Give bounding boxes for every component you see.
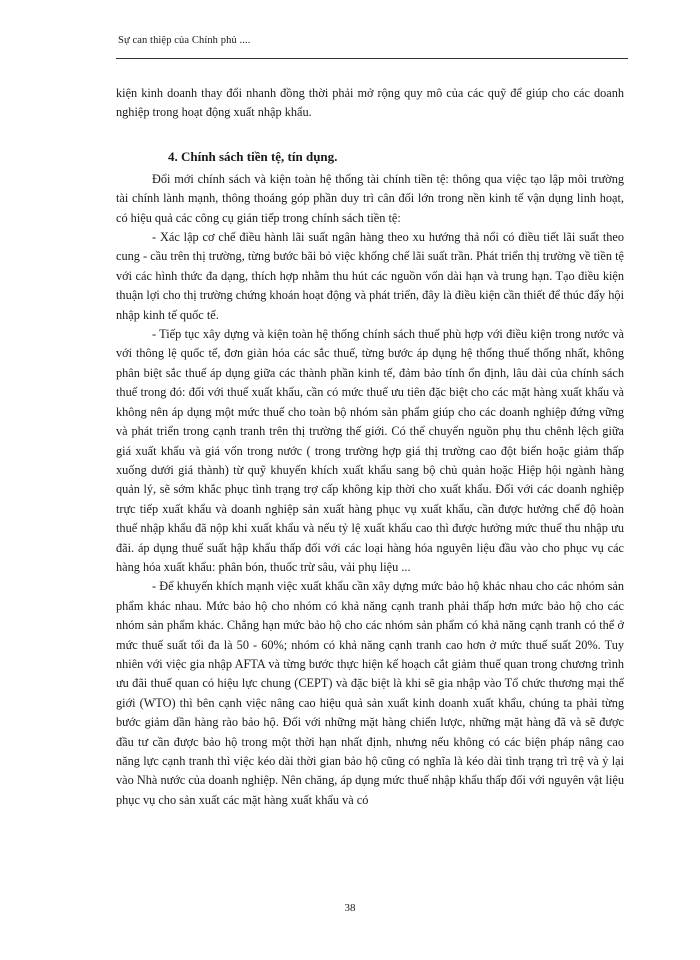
continuation-paragraph: kiện kinh doanh thay đổi nhanh đồng thời phải mở rộng quy mô của các quỹ để giúp cho các doanh nghiệp trong hoạt động xuất nhập khẩu. (116, 86, 624, 120)
body-text (116, 84, 624, 810)
header-rule (116, 58, 628, 59)
running-header: Sự can thiệp của Chính phủ .... (118, 35, 251, 46)
page-number: 38 (344, 902, 356, 914)
paragraph-protection: - Để khuyến khích mạnh việc xuất khẩu cần xây dựng mức bảo hộ khác nhau cho các nhóm sản phẩm khác nhau. Mức bảo hộ cho nhóm có khả năng cạnh tranh phải thấp hơn mức bảo hộ cho các nhóm sản phẩm khác. Chẳng hạn mức bảo hộ cho các nhóm sản phẩm có khả năng cạnh tranh có thể ở mức thuế suất tối đa là 50 - 60%; nhóm có khả năng cạnh tranh cao hơn ở mức thuế suất 20%. Tuy nhiên với việc gia nhập AFTA và từng bước thực hiện kế hoạch cắt giảm thuế quan trong chương trình ưu đãi thuế quan có hiệu lực chung (CEPT) và đặc biệt là khi sẽ gia nhập vào Tổ chức thương mại thế giới (WTO) thì bên cạnh việc nâng cao hiệu quả sản xuất kinh doanh xuất khẩu, chúng ta phải từng bước giảm dần hàng rào bảo hộ. Đối với những mặt hàng chiến lược, những mặt hàng đã và sẽ được đầu tư cần được bảo hộ trong một thời hạn nhất định, nhưng nếu không có các biện pháp nâng cao năng lực cạnh tranh thì việc kéo dài thời gian bảo hộ cũng có nghĩa là kéo dài tình trạng trì trệ và ỷ lại vào Nhà nước của doanh nghiệp. Nên chăng, áp dụng mức thuế nhập khẩu thấp đối với nguyên vật liệu phục vụ cho sản xuất các mặt hàng xuất khẩu và có (116, 579, 624, 807)
paragraph-interest-rate: - Xác lập cơ chế điều hành lãi suất ngân hàng theo xu hướng thả nổi có điều tiết lãi suất theo cung - cầu trên thị trường, từng bước bãi bỏ việc khống chế lãi suất trần. Phát triển thị trường về tiền tệ với các hình thức đa dạng, thích hợp nhằm thu hút các nguồn vốn dài hạn và trung hạn. Tạo điều kiện thuận lợi cho thị trường chứng khoán hoạt động và phát triển, đây là điều kiện cần thiết để thúc đẩy hội nhập kinh tế quốc tế. (116, 230, 624, 322)
paragraph-intro: Đổi mới chính sách và kiện toàn hệ thống tài chính tiền tệ: thông qua việc tạo lập môi trường tài chính lành mạnh, thông thoáng góp phần duy trì cân đối lớn trong nền kinh tế vận dụng linh hoạt, có hiệu quả các công cụ gián tiếp trong chính sách tiền tệ: (116, 171, 624, 225)
paragraph-tax-policy: - Tiếp tục xây dựng và kiện toàn hệ thống chính sách thuế phù hợp với điều kiện trong nước và với thông lệ quốc tế, đơn giản hóa các sắc thuế, từng bước áp dụng hệ thống thuế thống nhất, không phân biệt sắc thuế áp dụng giữa các thành phần kinh tế, đảm bảo tính ổn định, lâu dài của chính sách thuế trong đó: đối với thuế xuất khẩu, cần có mức thuế ưu tiên đặc biệt cho các mặt hàng xuất khẩu và không nên áp dụng một mức thuế cho toàn bộ nhóm sản phẩm giúp cho các doanh nghiệp đứng vững và phát triển trong cạnh tranh trên thị trường thế giới. Có thể chuyển nguồn phụ thu chênh lệch giữa giá xuất khẩu và giá vốn trong nước ( trong trường hợp giá thị trường cao đột biến hoặc giảm thấp xuống dưới giá thành) từ quỹ khuyến khích xuất khẩu sang bộ chủ quản hoặc Hiệp hội ngành hàng quản lý, sẽ sớm khắc phục tình trạng trợ cấp không kịp thời cho xuất khẩu. Đối với các doanh nghiệp trực tiếp xuất khẩu và doanh nghiệp sản xuất hàng phục vụ xuất khẩu, cần được hưởng chế độ hoàn thuế nhập khẩu đã nộp khi xuất khẩu và nếu tỷ lệ xuất khẩu cao thì được hưởng mức thuế thu nhập ưu đãi. áp dụng thuế suất hập khẩu thấp đối với các loại hàng hóa nguyên liệu đầu vào cho phục vụ các hàng hóa xuất khẩu: phân bón, thuốc trừ sâu, vải phụ liệu ... (116, 327, 624, 574)
section-heading: 4. Chính sách tiền tệ, tín dụng. (168, 148, 338, 164)
